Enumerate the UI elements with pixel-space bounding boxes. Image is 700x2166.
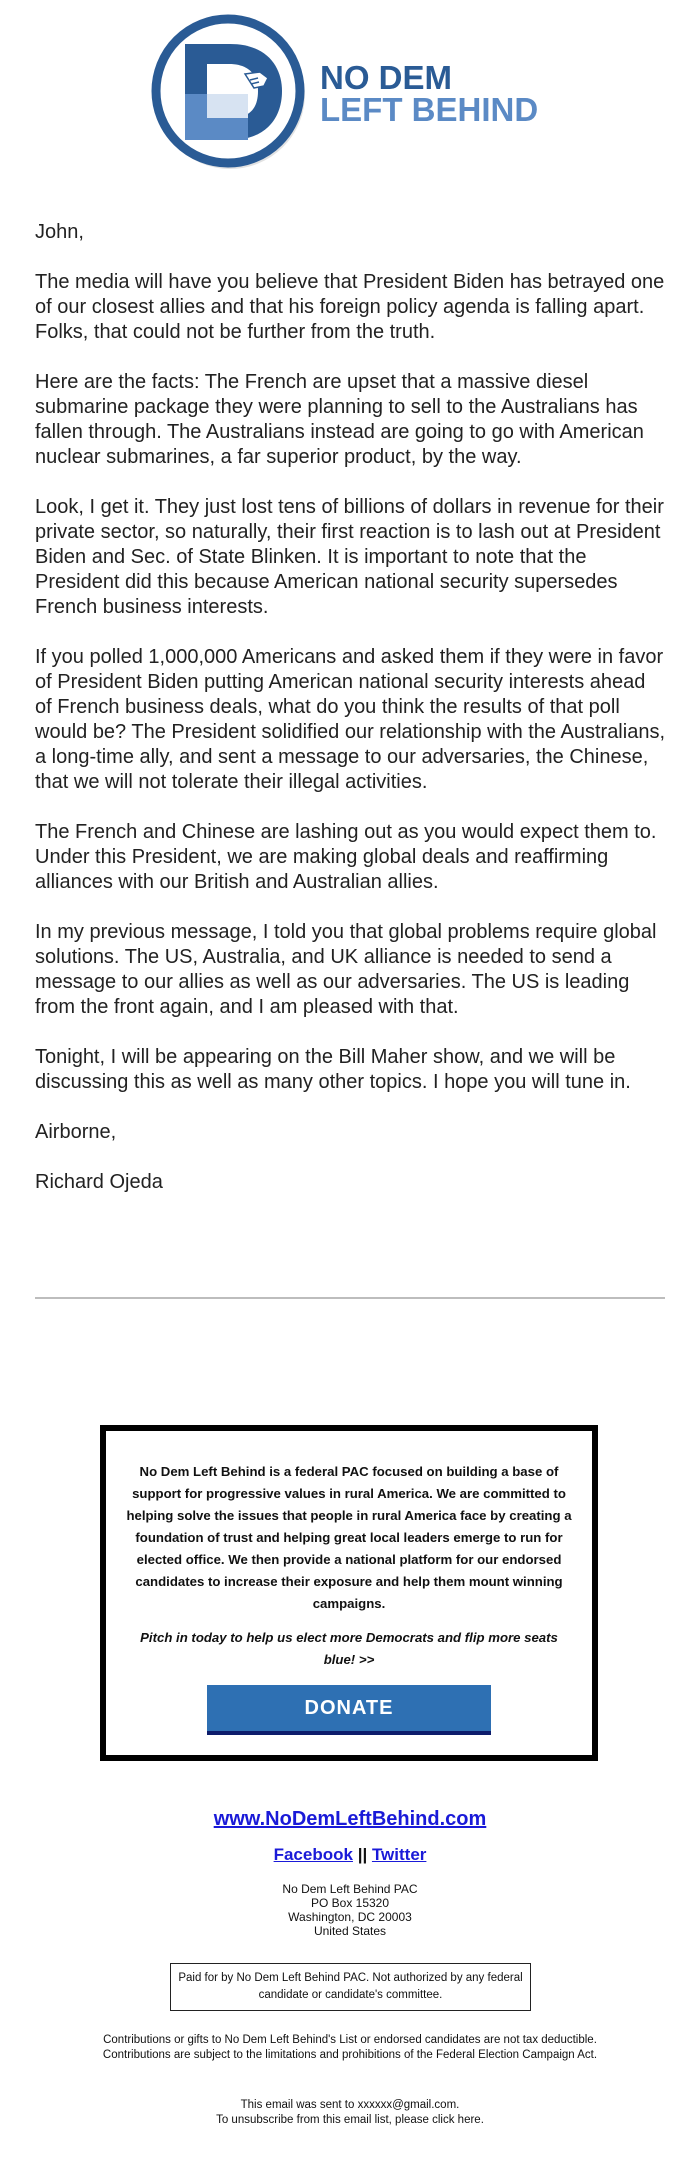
social-links bbox=[0, 1845, 700, 1865]
address-line: Washington, DC 20003 bbox=[288, 1910, 412, 1924]
social-separator: || bbox=[357, 1845, 368, 1864]
sent-to-text: This email was sent to xxxxxx@gmail.com. bbox=[240, 2099, 460, 2111]
paragraph-5: The French and Chinese are lashing out as you would expect them to. Under this President, we are making global deals and reaffirming alliances with our British and Australian allies. bbox=[35, 821, 657, 893]
paragraph-3: Look, I get it. They just lost tens of billions of dollars in revenue for their private sector, so naturally, their first reaction is to lash out at President Biden and Sec. of State Blinken. It is important to note that the President did this because American national security supersedes French business interests. bbox=[35, 496, 664, 618]
logo-d-emblem-icon bbox=[150, 14, 316, 176]
logo-line-1: NO DEM bbox=[320, 59, 452, 96]
paragraph-6: In my previous message, I told you that global problems require global solutions. The US, Australia, and UK alliance is needed to send a message to our allies as well as our adversaries. The US is leading from the front again, and I am pleased with that. bbox=[35, 921, 657, 1018]
divider bbox=[35, 1297, 665, 1299]
paid-for-disclaimer: Paid for by No Dem Left Behind PAC. Not authorized by any federal candidate or candidate's committee. bbox=[170, 1963, 531, 2011]
address-line: PO Box 15320 bbox=[310, 1896, 390, 1910]
pac-description: No Dem Left Behind is a federal PAC focused on building a base of support for progressive values in rural America. We are committed to helping solve the issues that people in rural America face by creating a foundation of trust and helping great local leaders emerge to run for elected office. We then provide a national platform for our endorsed candidates to increase their exposure and help them mount winning campaigns. bbox=[126, 1464, 572, 1611]
signoff: Airborne, bbox=[35, 1121, 117, 1143]
facebook-link[interactable]: Facebook bbox=[273, 1845, 353, 1864]
letter-body bbox=[35, 220, 665, 1220]
paragraph-2: Here are the facts: The French are upset that a massive diesel submarine package they were planning to sell to the Australians has fallen through. The Australians instead are going to go with American nuclear submarines, a far superior product, by the way. bbox=[35, 371, 644, 468]
twitter-link[interactable]: Twitter bbox=[371, 1845, 427, 1864]
donate-button[interactable]: DONATE bbox=[207, 1685, 491, 1735]
unsubscribe-link[interactable]: To unsubscribe from this email list, please click here. bbox=[216, 2114, 484, 2126]
disclaimer-line-2: Contributions are subject to the limitations and prohibitions of the Federal Election Campaign Act. bbox=[102, 2049, 598, 2061]
unsubscribe-section bbox=[0, 2098, 700, 2128]
disclaimer-line-1: Contributions or gifts to No Dem Left Behind's List or endorsed candidates are not tax deductible. bbox=[103, 2034, 597, 2046]
logo-text bbox=[320, 59, 539, 128]
paragraph-1: The media will have you believe that President Biden has betrayed one of our closest allies and that his foreign policy agenda is falling apart. Folks, that could not be further from the truth. bbox=[35, 271, 665, 343]
contribution-disclaimer bbox=[0, 2033, 700, 2063]
address-line: United States bbox=[313, 1924, 387, 1938]
paragraph-7: Tonight, I will be appearing on the Bill Maher show, and we will be discussing this as well as many other topics. I hope you will tune in. bbox=[35, 1046, 631, 1093]
address-line: No Dem Left Behind PAC bbox=[282, 1882, 418, 1896]
greeting: John, bbox=[35, 221, 84, 243]
logo bbox=[150, 14, 550, 176]
website-link[interactable]: www.NoDemLeftBehind.com bbox=[213, 1808, 487, 1830]
pac-pitch: Pitch in today to help us elect more Democrats and flip more seats blue! >> bbox=[140, 1630, 558, 1667]
logo-line-2: LEFT BEHIND bbox=[320, 91, 539, 128]
signature: Richard Ojeda bbox=[35, 1171, 163, 1193]
mailing-address bbox=[0, 1882, 700, 1938]
paragraph-4: If you polled 1,000,000 Americans and asked them if they were in favor of President Biden putting American national security interests ahead of French business deals, what do you think the results of that poll would be? The President solidified our relationship with the Australians, a long-time ally, and sent a message to our adversaries, the Chinese, that we will not tolerate their illegal activities. bbox=[35, 646, 665, 793]
pac-info-box bbox=[100, 1425, 598, 1761]
